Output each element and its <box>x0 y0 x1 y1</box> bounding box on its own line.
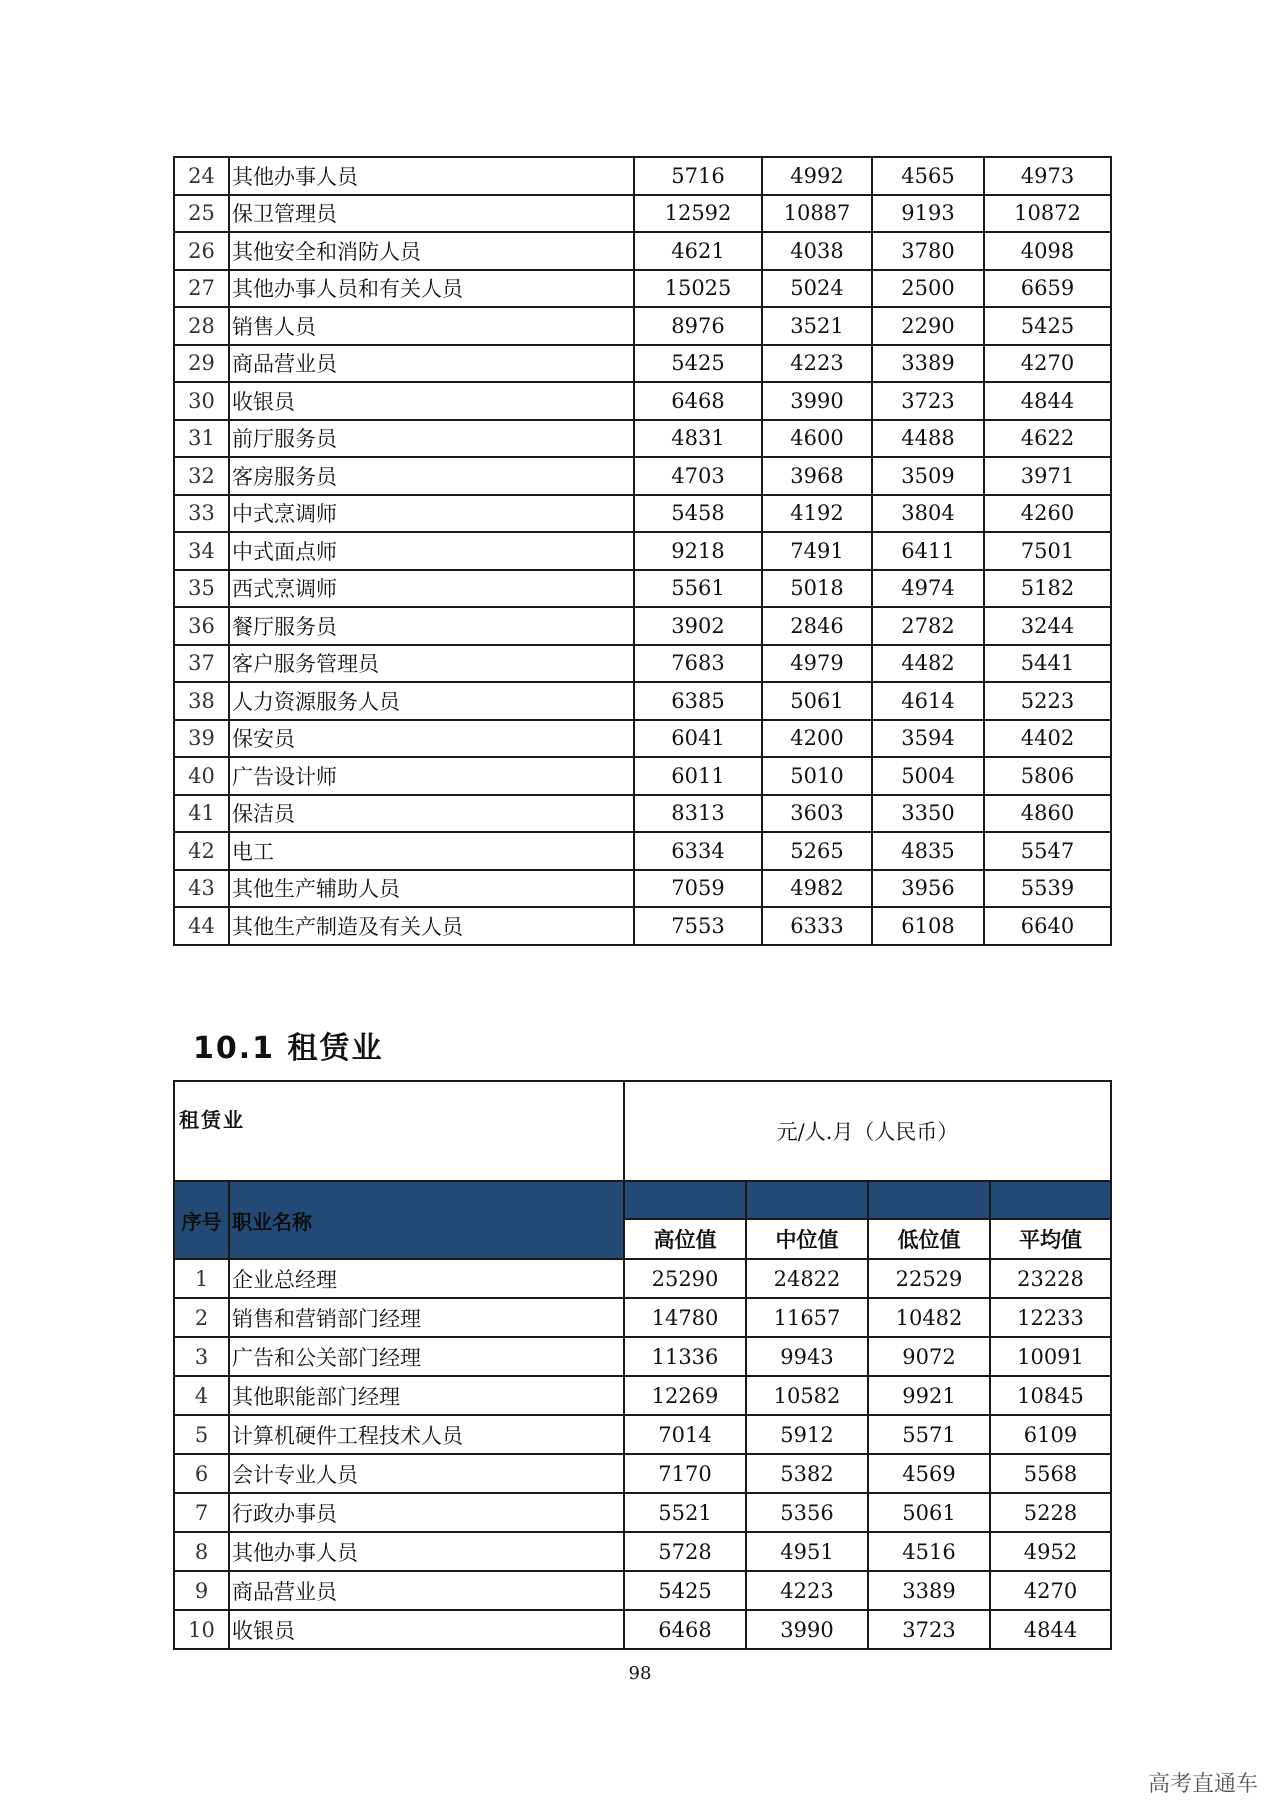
cell-name: 广告和公关部门经理 <box>229 1337 624 1376</box>
cell-name: 其他职能部门经理 <box>229 1376 624 1415</box>
cell-low: 3956 <box>872 870 984 908</box>
cell-no: 35 <box>174 570 229 608</box>
cell-low: 9072 <box>868 1337 990 1376</box>
cell-no: 26 <box>174 232 229 270</box>
table-row <box>174 682 1111 720</box>
table-row <box>174 645 1111 683</box>
cell-high: 5561 <box>634 570 762 608</box>
cell-name: 广告设计师 <box>229 757 634 795</box>
table-row <box>174 457 1111 495</box>
cell-no: 25 <box>174 195 229 233</box>
cell-no: 29 <box>174 345 229 383</box>
cell-no: 42 <box>174 832 229 870</box>
cell-low: 10482 <box>868 1298 990 1337</box>
cell-avg: 5182 <box>984 570 1111 608</box>
cell-mid: 3603 <box>762 795 872 833</box>
table-row <box>174 495 1111 533</box>
cell-low: 4614 <box>872 682 984 720</box>
cell-mid: 5061 <box>762 682 872 720</box>
cell-avg: 4860 <box>984 795 1111 833</box>
cell-no: 43 <box>174 870 229 908</box>
cell-name: 人力资源服务人员 <box>229 682 634 720</box>
cell-mid: 2846 <box>762 607 872 645</box>
cell-high: 15025 <box>634 270 762 308</box>
cell-low: 4835 <box>872 832 984 870</box>
cell-low: 22529 <box>868 1259 990 1298</box>
cell-no: 39 <box>174 720 229 758</box>
cell-avg: 4973 <box>984 157 1111 195</box>
cell-avg: 5223 <box>984 682 1111 720</box>
cell-no: 8 <box>174 1532 229 1571</box>
cell-high: 5425 <box>624 1571 746 1610</box>
table-row <box>174 1298 1111 1337</box>
cell-mid: 5010 <box>762 757 872 795</box>
table-row <box>174 1415 1111 1454</box>
cell-avg: 4270 <box>984 345 1111 383</box>
cell-high: 6468 <box>634 382 762 420</box>
leasing-salary-table <box>173 1080 1112 1650</box>
header-band <box>990 1181 1111 1219</box>
cell-low: 2290 <box>872 307 984 345</box>
table-row <box>174 720 1111 758</box>
watermark-text: 高考直通车 <box>1147 1772 1258 1797</box>
cell-avg: 5806 <box>984 757 1111 795</box>
header-mid: 中位值 <box>746 1219 868 1259</box>
header-high: 高位值 <box>624 1219 746 1259</box>
cell-avg: 10872 <box>984 195 1111 233</box>
page-number: 98 <box>628 1663 652 1684</box>
cell-high: 6468 <box>624 1610 746 1649</box>
cell-mid: 11657 <box>746 1298 868 1337</box>
section-heading: 10.1 租赁业 <box>193 1031 384 1066</box>
cell-name: 中式面点师 <box>229 532 634 570</box>
cell-low: 4516 <box>868 1532 990 1571</box>
cell-name: 保卫管理员 <box>229 195 634 233</box>
table-row <box>174 795 1111 833</box>
cell-high: 4621 <box>634 232 762 270</box>
cell-name: 电工 <box>229 832 634 870</box>
cell-mid: 5356 <box>746 1493 868 1532</box>
cell-avg: 12233 <box>990 1298 1111 1337</box>
table-row <box>174 232 1111 270</box>
cell-name: 前厅服务员 <box>229 420 634 458</box>
cell-no: 28 <box>174 307 229 345</box>
cell-high: 11336 <box>624 1337 746 1376</box>
cell-avg: 10845 <box>990 1376 1111 1415</box>
cell-no: 24 <box>174 157 229 195</box>
header-avg: 平均值 <box>990 1219 1111 1259</box>
cell-no: 31 <box>174 420 229 458</box>
cell-no: 6 <box>174 1454 229 1493</box>
cell-high: 5458 <box>634 495 762 533</box>
table-row <box>174 157 1111 195</box>
cell-no: 37 <box>174 645 229 683</box>
cell-avg: 5425 <box>984 307 1111 345</box>
cell-low: 4488 <box>872 420 984 458</box>
cell-low: 2782 <box>872 607 984 645</box>
cell-no: 30 <box>174 382 229 420</box>
cell-avg: 5547 <box>984 832 1111 870</box>
cell-high: 14780 <box>624 1298 746 1337</box>
cell-no: 7 <box>174 1493 229 1532</box>
cell-low: 9193 <box>872 195 984 233</box>
cell-low: 5061 <box>868 1493 990 1532</box>
table-row <box>174 870 1111 908</box>
table-row <box>174 1454 1111 1493</box>
cell-no: 4 <box>174 1376 229 1415</box>
cell-name: 行政办事员 <box>229 1493 624 1532</box>
table-row <box>174 195 1111 233</box>
table-row <box>174 420 1111 458</box>
cell-no: 38 <box>174 682 229 720</box>
cell-name: 西式烹调师 <box>229 570 634 608</box>
cell-name: 其他办事人员和有关人员 <box>229 270 634 308</box>
cell-mid: 3521 <box>762 307 872 345</box>
header-band <box>624 1181 746 1219</box>
cell-high: 5521 <box>624 1493 746 1532</box>
cell-high: 7553 <box>634 907 762 945</box>
cell-mid: 10582 <box>746 1376 868 1415</box>
cell-mid: 4979 <box>762 645 872 683</box>
cell-low: 3389 <box>868 1571 990 1610</box>
cell-mid: 7491 <box>762 532 872 570</box>
cell-avg: 4622 <box>984 420 1111 458</box>
cell-low: 4974 <box>872 570 984 608</box>
cell-avg: 5539 <box>984 870 1111 908</box>
cell-avg: 3971 <box>984 457 1111 495</box>
cell-name: 销售人员 <box>229 307 634 345</box>
cell-avg: 4844 <box>990 1610 1111 1649</box>
cell-low: 6411 <box>872 532 984 570</box>
cell-mid: 5265 <box>762 832 872 870</box>
unit-label: 元/人.月（人民币） <box>624 1081 1111 1181</box>
cell-name: 客户服务管理员 <box>229 645 634 683</box>
cell-mid: 5382 <box>746 1454 868 1493</box>
table-row <box>174 1493 1111 1532</box>
cell-name: 保洁员 <box>229 795 634 833</box>
cell-no: 33 <box>174 495 229 533</box>
salary-table-continued <box>173 156 1112 946</box>
cell-avg: 4260 <box>984 495 1111 533</box>
cell-low: 4569 <box>868 1454 990 1493</box>
cell-name: 商品营业员 <box>229 1571 624 1610</box>
cell-high: 12269 <box>624 1376 746 1415</box>
cell-mid: 4192 <box>762 495 872 533</box>
table-row <box>174 1610 1111 1649</box>
industry-label: 租赁业 <box>174 1081 624 1181</box>
cell-avg: 6659 <box>984 270 1111 308</box>
cell-high: 5425 <box>634 345 762 383</box>
cell-mid: 4600 <box>762 420 872 458</box>
cell-avg: 4402 <box>984 720 1111 758</box>
cell-low: 3723 <box>872 382 984 420</box>
cell-mid: 4200 <box>762 720 872 758</box>
cell-low: 3350 <box>872 795 984 833</box>
table-row <box>174 1571 1111 1610</box>
table-row <box>174 757 1111 795</box>
cell-high: 6041 <box>634 720 762 758</box>
table-row <box>174 907 1111 945</box>
cell-high: 8313 <box>634 795 762 833</box>
cell-name: 中式烹调师 <box>229 495 634 533</box>
cell-avg: 5441 <box>984 645 1111 683</box>
cell-high: 3902 <box>634 607 762 645</box>
table-row <box>174 1376 1111 1415</box>
cell-mid: 3968 <box>762 457 872 495</box>
cell-name: 其他办事人员 <box>229 1532 624 1571</box>
cell-no: 2 <box>174 1298 229 1337</box>
cell-no: 41 <box>174 795 229 833</box>
cell-no: 27 <box>174 270 229 308</box>
header-name: 职业名称 <box>229 1181 624 1259</box>
cell-high: 7014 <box>624 1415 746 1454</box>
cell-high: 6011 <box>634 757 762 795</box>
cell-mid: 3990 <box>746 1610 868 1649</box>
cell-avg: 4270 <box>990 1571 1111 1610</box>
cell-name: 商品营业员 <box>229 345 634 383</box>
cell-mid: 4223 <box>762 345 872 383</box>
cell-name: 企业总经理 <box>229 1259 624 1298</box>
cell-low: 4482 <box>872 645 984 683</box>
cell-low: 4565 <box>872 157 984 195</box>
table-row <box>174 270 1111 308</box>
cell-high: 6385 <box>634 682 762 720</box>
cell-avg: 10091 <box>990 1337 1111 1376</box>
cell-mid: 24822 <box>746 1259 868 1298</box>
cell-name: 保安员 <box>229 720 634 758</box>
cell-low: 3780 <box>872 232 984 270</box>
cell-avg: 6109 <box>990 1415 1111 1454</box>
header-band <box>868 1181 990 1219</box>
cell-mid: 10887 <box>762 195 872 233</box>
cell-high: 5716 <box>634 157 762 195</box>
cell-no: 5 <box>174 1415 229 1454</box>
cell-no: 3 <box>174 1337 229 1376</box>
table-row <box>174 307 1111 345</box>
cell-avg: 4098 <box>984 232 1111 270</box>
cell-high: 8976 <box>634 307 762 345</box>
cell-no: 36 <box>174 607 229 645</box>
cell-name: 销售和营销部门经理 <box>229 1298 624 1337</box>
cell-high: 4831 <box>634 420 762 458</box>
table-row <box>174 345 1111 383</box>
cell-name: 客房服务员 <box>229 457 634 495</box>
cell-high: 9218 <box>634 532 762 570</box>
cell-mid: 3990 <box>762 382 872 420</box>
cell-high: 5728 <box>624 1532 746 1571</box>
cell-no: 32 <box>174 457 229 495</box>
cell-mid: 4223 <box>746 1571 868 1610</box>
cell-no: 9 <box>174 1571 229 1610</box>
cell-high: 12592 <box>634 195 762 233</box>
cell-name: 其他生产制造及有关人员 <box>229 907 634 945</box>
cell-high: 7170 <box>624 1454 746 1493</box>
cell-mid: 4951 <box>746 1532 868 1571</box>
cell-name: 餐厅服务员 <box>229 607 634 645</box>
table-row <box>174 382 1111 420</box>
cell-high: 6334 <box>634 832 762 870</box>
cell-name: 收银员 <box>229 1610 624 1649</box>
cell-high: 25290 <box>624 1259 746 1298</box>
cell-low: 6108 <box>872 907 984 945</box>
cell-mid: 5912 <box>746 1415 868 1454</box>
cell-mid: 9943 <box>746 1337 868 1376</box>
table-row <box>174 1337 1111 1376</box>
table-row <box>174 1532 1111 1571</box>
cell-low: 9921 <box>868 1376 990 1415</box>
cell-low: 3509 <box>872 457 984 495</box>
cell-name: 其他生产辅助人员 <box>229 870 634 908</box>
cell-high: 4703 <box>634 457 762 495</box>
header-low: 低位值 <box>868 1219 990 1259</box>
table-row <box>174 1259 1111 1298</box>
cell-high: 7683 <box>634 645 762 683</box>
cell-name: 其他办事人员 <box>229 157 634 195</box>
cell-mid: 4038 <box>762 232 872 270</box>
cell-avg: 4952 <box>990 1532 1111 1571</box>
cell-name: 收银员 <box>229 382 634 420</box>
cell-avg: 6640 <box>984 907 1111 945</box>
table-row <box>174 532 1111 570</box>
cell-no: 40 <box>174 757 229 795</box>
cell-avg: 7501 <box>984 532 1111 570</box>
cell-low: 3389 <box>872 345 984 383</box>
cell-mid: 6333 <box>762 907 872 945</box>
cell-avg: 5228 <box>990 1493 1111 1532</box>
cell-low: 2500 <box>872 270 984 308</box>
table-row <box>174 607 1111 645</box>
cell-no: 10 <box>174 1610 229 1649</box>
cell-low: 5004 <box>872 757 984 795</box>
cell-low: 3594 <box>872 720 984 758</box>
cell-no: 44 <box>174 907 229 945</box>
cell-mid: 5024 <box>762 270 872 308</box>
header-no: 序号 <box>174 1181 229 1259</box>
table-row <box>174 570 1111 608</box>
cell-avg: 5568 <box>990 1454 1111 1493</box>
cell-low: 3804 <box>872 495 984 533</box>
cell-mid: 4992 <box>762 157 872 195</box>
cell-name: 计算机硬件工程技术人员 <box>229 1415 624 1454</box>
cell-mid: 4982 <box>762 870 872 908</box>
cell-high: 7059 <box>634 870 762 908</box>
cell-low: 3723 <box>868 1610 990 1649</box>
cell-name: 会计专业人员 <box>229 1454 624 1493</box>
cell-avg: 3244 <box>984 607 1111 645</box>
cell-name: 其他安全和消防人员 <box>229 232 634 270</box>
cell-no: 1 <box>174 1259 229 1298</box>
cell-no: 34 <box>174 532 229 570</box>
cell-avg: 23228 <box>990 1259 1111 1298</box>
cell-low: 5571 <box>868 1415 990 1454</box>
cell-mid: 5018 <box>762 570 872 608</box>
cell-avg: 4844 <box>984 382 1111 420</box>
table-row <box>174 832 1111 870</box>
header-band <box>746 1181 868 1219</box>
